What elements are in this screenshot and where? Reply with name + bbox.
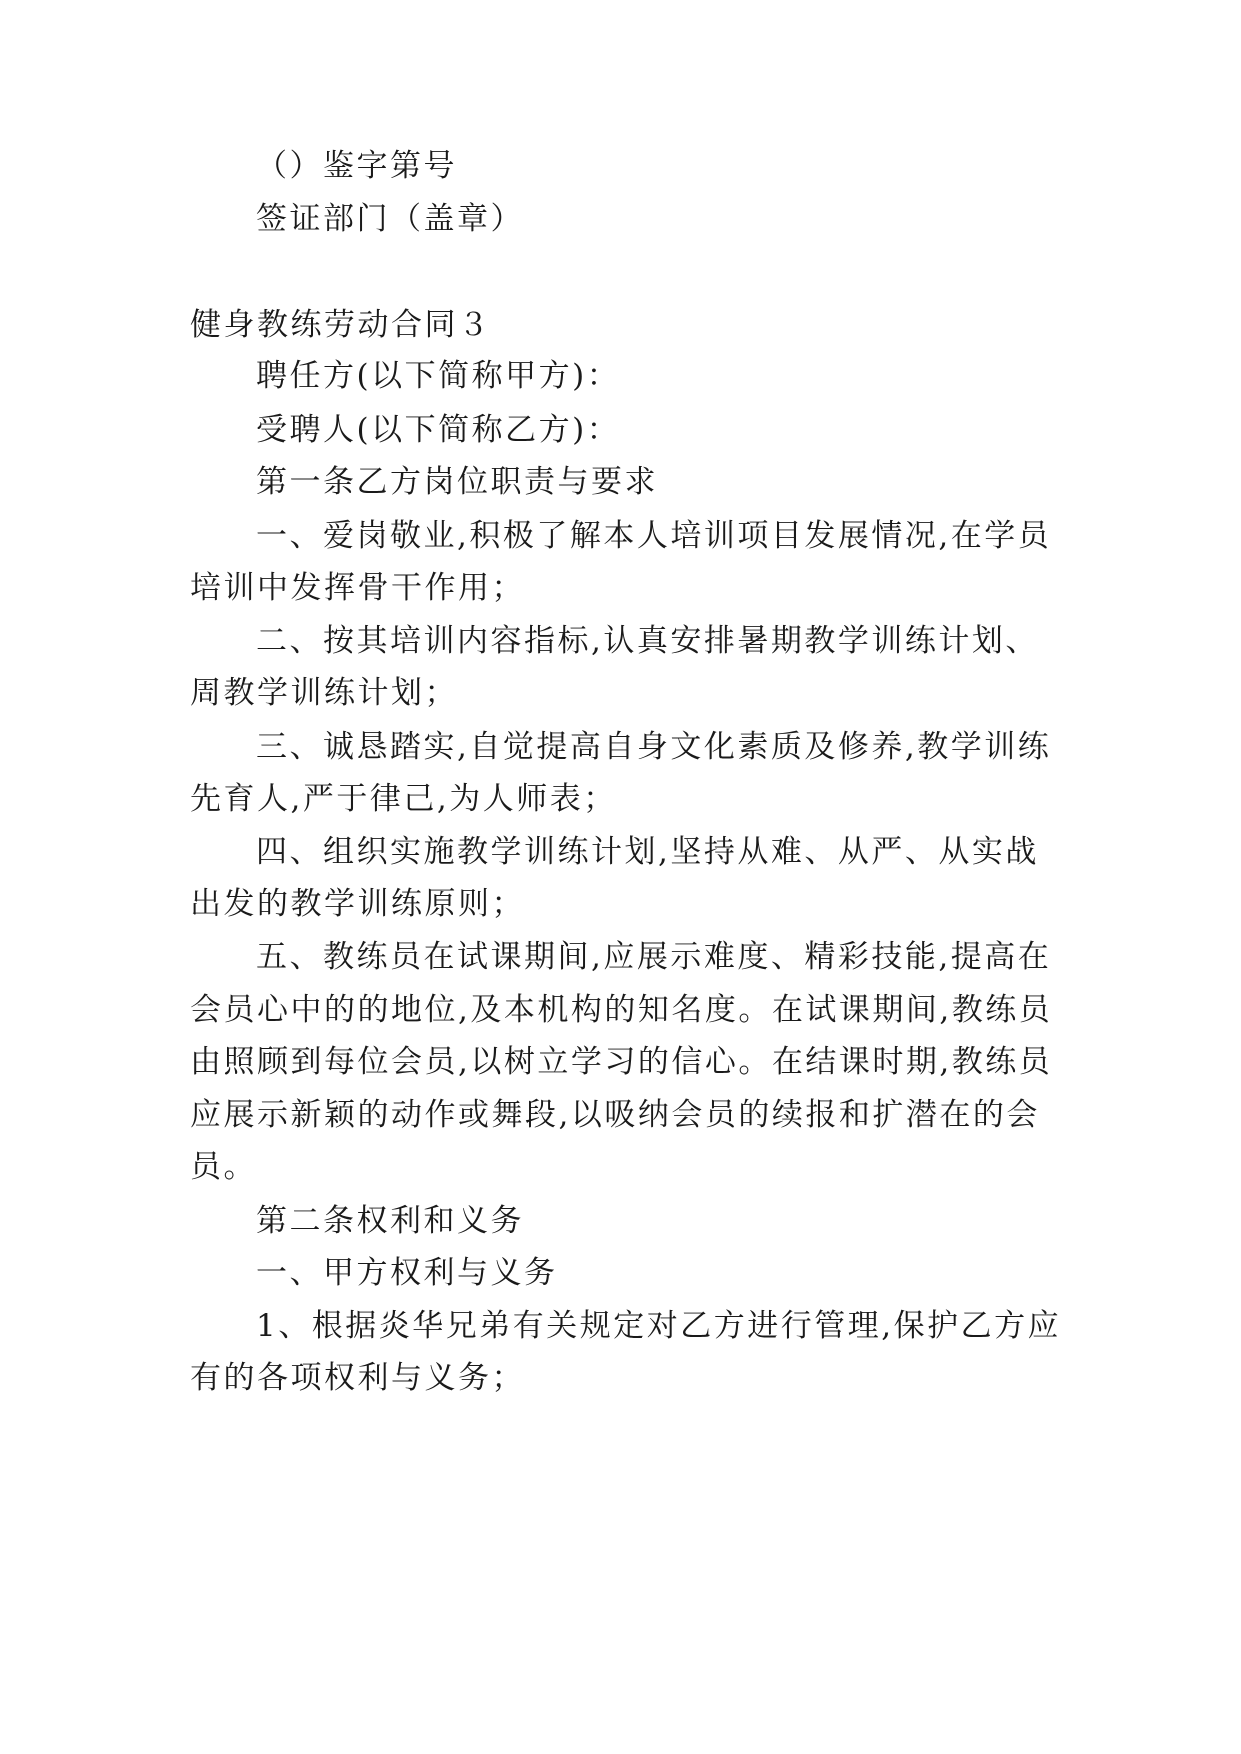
article-2-item-1-line-2: 有的各项权利与义务； [190,1360,525,1396]
article-1-item-4-line-1: 四、组织实施教学训练计划,坚持从难、从严、从实战 [256,834,1039,870]
article-1-item-2-line-2: 周教学训练计划； [190,675,458,711]
article-1-item-5-line-2: 会员心中的的地位,及本机构的知名度。在试课期间,教练员 [190,992,1053,1028]
employer-line: 聘任方(以下简称甲方)： [256,358,621,394]
article-1-item-3-line-1: 三、诚恳踏实,自觉提高自身文化素质及修养,教学训练 [256,729,1052,765]
section-title: 健身教练劳动合同３ [190,307,492,343]
article-1-item-5-line-4: 应展示新颖的动作或舞段,以吸纳会员的续报和扩潜在的会 [190,1097,1040,1133]
article-1-item-4-line-2: 出发的教学训练原则； [190,886,525,922]
article-1-heading: 第一条乙方岗位职责与要求 [256,464,658,500]
issuer-stamp-line: 签证部门（盖章） [256,201,524,237]
article-1-item-1-line-1: 一、爱岗敬业,积极了解本人培训项目发展情况,在学员 [256,518,1052,554]
reference-number-line: （）鉴字第号 [256,148,457,184]
article-1-item-5-line-5: 员。 [190,1149,257,1185]
article-2-subheading: 一、甲方权利与义务 [256,1255,558,1291]
article-1-item-5-line-1: 五、教练员在试课期间,应展示难度、精彩技能,提高在 [256,939,1052,975]
article-1-item-1-line-2: 培训中发挥骨干作用； [190,570,525,606]
article-1-item-5-line-3: 由照顾到每位会员,以树立学习的信心。在结课时期,教练员 [190,1044,1053,1080]
article-2-item-1-line-1: 1、根据炎华兄弟有关规定对乙方进行管理,保护乙方应 [256,1308,1062,1344]
article-2-heading: 第二条权利和义务 [256,1203,524,1239]
article-1-item-3-line-2: 先育人,严于律己,为人师表； [190,781,617,817]
employee-line: 受聘人(以下简称乙方)： [256,412,621,448]
article-1-item-2-line-1: 二、按其培训内容指标,认真安排暑期教学训练计划、 [256,623,1039,659]
